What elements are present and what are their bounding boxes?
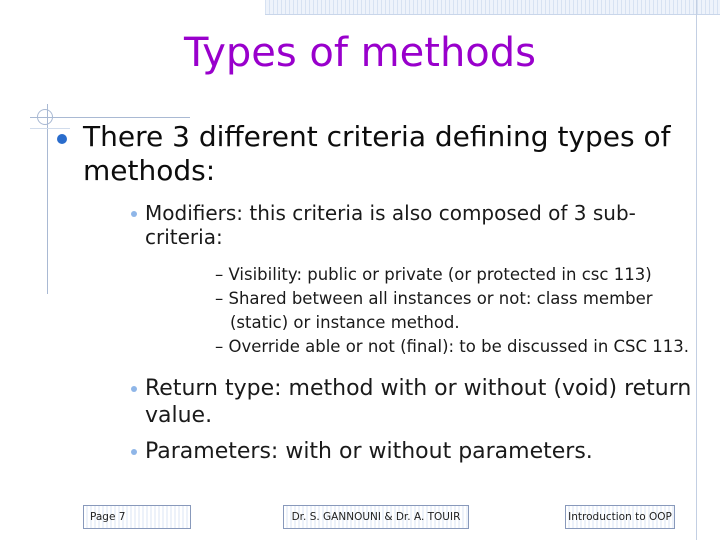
sub-criteria-list	[215, 263, 715, 359]
sub-item-shared-continuation: (static) or instance method.	[230, 312, 460, 332]
frame-horizontal-line	[30, 117, 190, 118]
return-type-bullet-text: Return type: method with or without (void) return value.	[145, 376, 692, 428]
parameters-bullet-text: Parameters: with or without parameters.	[145, 439, 593, 464]
footer-authors: Dr. S. GANNOUNI & Dr. A. TOUIR	[283, 505, 469, 529]
bullet-icon	[131, 211, 137, 217]
frame-horizontal-line-short	[30, 128, 70, 129]
sub-item-shared: – Shared between all instances or not: class member	[215, 288, 653, 308]
frame-vertical-line	[47, 104, 48, 294]
footer-course: Introduction to OOP	[565, 505, 675, 529]
frame-circle-ornament	[37, 109, 53, 125]
bullet-icon	[131, 386, 137, 392]
main-bullet-text: There 3 different criteria defining types of methods:	[83, 120, 671, 188]
sub-item-visibility: – Visibility: public or private (or protected in csc 113)	[215, 265, 652, 284]
bullet-icon	[131, 449, 137, 455]
header-decoration	[265, 0, 720, 15]
bullet-icon	[57, 134, 67, 144]
sub-item-override: – Override able or not (final): to be discussed in CSC 113.	[215, 336, 690, 356]
slide-title: Types of methods	[183, 30, 536, 76]
footer-page-number: Page 7	[83, 505, 191, 529]
modifiers-bullet-text: Modifiers: this criteria is also composed of 3 sub-criteria:	[145, 201, 636, 250]
